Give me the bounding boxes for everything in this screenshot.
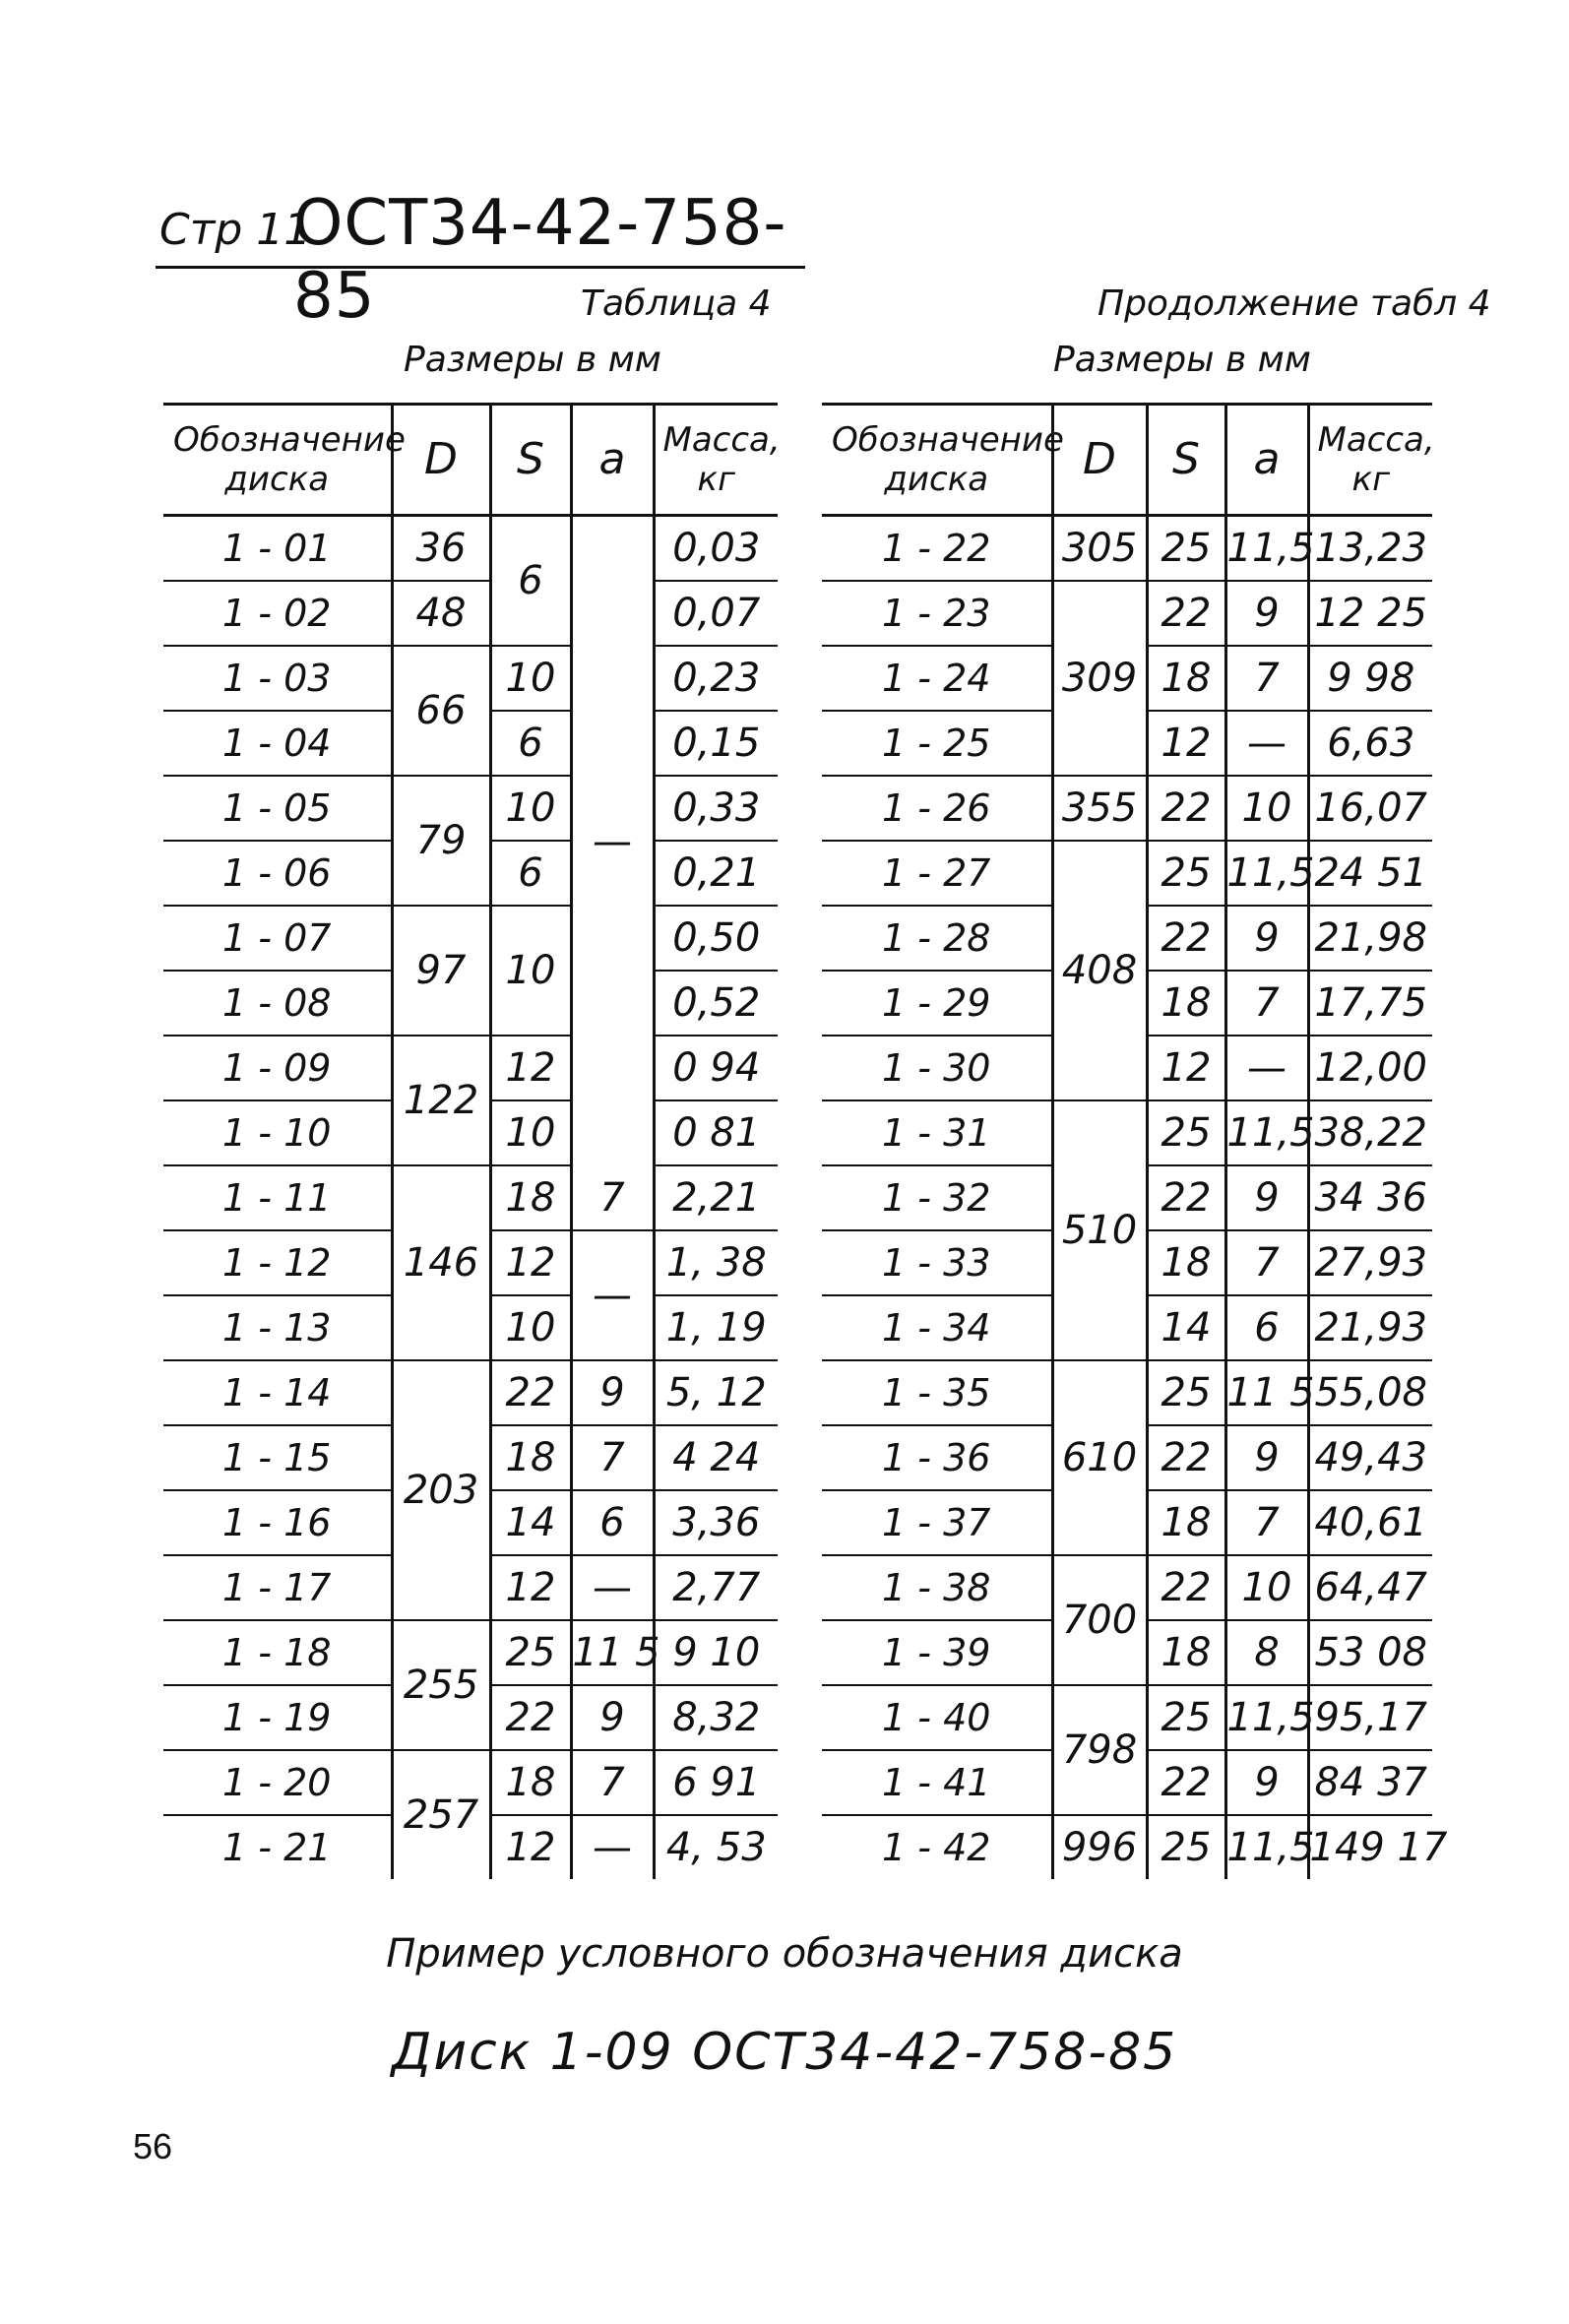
a-cell: 7 xyxy=(1225,1230,1308,1295)
example-designation: Диск 1-09 ОСТ34-42-758-85 xyxy=(391,2023,1178,2082)
mass-cell: 4, 53 xyxy=(654,1815,778,1879)
d-cell: 996 xyxy=(1052,1815,1147,1879)
s-cell: 22 xyxy=(1147,1165,1225,1230)
designation-cell: 1 - 29 xyxy=(822,971,1052,1036)
left-table-caption: Таблица 4 xyxy=(581,283,772,324)
a-cell: 9 xyxy=(1225,1425,1308,1490)
d-cell: 309 xyxy=(1052,581,1147,776)
column-header-a: a xyxy=(571,405,654,516)
designation-cell: 1 - 13 xyxy=(163,1295,392,1360)
mass-cell: 0,52 xyxy=(654,971,778,1036)
designation-cell: 1 - 20 xyxy=(163,1750,392,1815)
s-cell: 14 xyxy=(1147,1295,1225,1360)
mass-cell: 0,21 xyxy=(654,841,778,906)
table-row xyxy=(822,841,1432,906)
mass-cell: 21,93 xyxy=(1308,1295,1432,1360)
designation-cell: 1 - 16 xyxy=(163,1490,392,1555)
s-cell: 22 xyxy=(1147,1425,1225,1490)
a-cell: 7 xyxy=(571,1165,654,1230)
table-row xyxy=(163,1036,778,1100)
d-cell: 798 xyxy=(1052,1685,1147,1815)
s-cell: 25 xyxy=(1147,1815,1225,1879)
designation-cell: 1 - 41 xyxy=(822,1750,1052,1815)
designation-cell: 1 - 37 xyxy=(822,1490,1052,1555)
table-row xyxy=(163,516,778,582)
s-cell: 22 xyxy=(1147,581,1225,646)
mass-cell: 9 98 xyxy=(1308,646,1432,711)
mass-cell: 2,21 xyxy=(654,1165,778,1230)
s-cell: 10 xyxy=(490,1100,571,1165)
mass-cell: 3,36 xyxy=(654,1490,778,1555)
a-cell: — xyxy=(571,1815,654,1879)
d-cell: 305 xyxy=(1052,516,1147,582)
mass-cell: 27,93 xyxy=(1308,1230,1432,1295)
designation-cell: 1 - 40 xyxy=(822,1685,1052,1750)
designation-cell: 1 - 25 xyxy=(822,711,1052,776)
a-cell: 9 xyxy=(1225,1750,1308,1815)
mass-cell: 8,32 xyxy=(654,1685,778,1750)
designation-cell: 1 - 08 xyxy=(163,971,392,1036)
mass-cell: 40,61 xyxy=(1308,1490,1432,1555)
designation-cell: 1 - 31 xyxy=(822,1100,1052,1165)
designation-cell: 1 - 07 xyxy=(163,906,392,971)
s-cell: 22 xyxy=(490,1685,571,1750)
table-row xyxy=(163,1620,778,1685)
mass-cell: 1, 38 xyxy=(654,1230,778,1295)
designation-cell: 1 - 39 xyxy=(822,1620,1052,1685)
designation-cell: 1 - 27 xyxy=(822,841,1052,906)
d-cell: 408 xyxy=(1052,841,1147,1100)
designation-cell: 1 - 33 xyxy=(822,1230,1052,1295)
designation-cell: 1 - 04 xyxy=(163,711,392,776)
mass-cell: 64,47 xyxy=(1308,1555,1432,1620)
s-cell: 25 xyxy=(1147,841,1225,906)
column-header-designation: Обозначение диска xyxy=(173,420,406,499)
mass-cell: 0,33 xyxy=(654,776,778,841)
a-cell: 11,5 xyxy=(1225,1100,1308,1165)
column-header-d: D xyxy=(1052,405,1147,516)
designation-cell: 1 - 02 xyxy=(163,581,392,646)
a-cell: — xyxy=(571,1230,654,1360)
mass-cell: 0,23 xyxy=(654,646,778,711)
s-cell: 12 xyxy=(490,1036,571,1100)
s-cell: 18 xyxy=(1147,646,1225,711)
mass-cell: 6,63 xyxy=(1308,711,1432,776)
designation-cell: 1 - 38 xyxy=(822,1555,1052,1620)
a-cell: 7 xyxy=(1225,1490,1308,1555)
s-cell: 22 xyxy=(1147,1750,1225,1815)
mass-cell: 1, 19 xyxy=(654,1295,778,1360)
designation-cell: 1 - 26 xyxy=(822,776,1052,841)
mass-cell: 0 94 xyxy=(654,1036,778,1100)
designation-cell: 1 - 10 xyxy=(163,1100,392,1165)
a-cell: 11 5 xyxy=(1225,1360,1308,1425)
mass-cell: 149 17 xyxy=(1308,1815,1432,1879)
d-cell: 203 xyxy=(392,1360,490,1620)
designation-cell: 1 - 11 xyxy=(163,1165,392,1230)
a-cell: 11 5 xyxy=(571,1620,654,1685)
table-row xyxy=(822,1815,1432,1879)
d-cell: 257 xyxy=(392,1750,490,1879)
s-cell: 12 xyxy=(1147,1036,1225,1100)
a-cell: 8 xyxy=(1225,1620,1308,1685)
designation-cell: 1 - 12 xyxy=(163,1230,392,1295)
a-cell: 11,5 xyxy=(1225,1685,1308,1750)
mass-cell: 13,23 xyxy=(1308,516,1432,582)
a-cell: 9 xyxy=(571,1685,654,1750)
mass-cell: 0 81 xyxy=(654,1100,778,1165)
mass-cell: 2,77 xyxy=(654,1555,778,1620)
s-cell: 18 xyxy=(490,1165,571,1230)
designation-cell: 1 - 19 xyxy=(163,1685,392,1750)
designation-cell: 1 - 34 xyxy=(822,1295,1052,1360)
s-cell: 18 xyxy=(490,1425,571,1490)
mass-cell: 34 36 xyxy=(1308,1165,1432,1230)
designation-cell: 1 - 30 xyxy=(822,1036,1052,1100)
designation-cell: 1 - 18 xyxy=(163,1620,392,1685)
a-cell: 11,5 xyxy=(1225,516,1308,582)
d-cell: 66 xyxy=(392,646,490,776)
mass-cell: 4 24 xyxy=(654,1425,778,1490)
mass-cell: 95,17 xyxy=(1308,1685,1432,1750)
s-cell: 18 xyxy=(1147,1620,1225,1685)
designation-cell: 1 - 35 xyxy=(822,1360,1052,1425)
table-row xyxy=(822,1685,1432,1750)
s-cell: 22 xyxy=(1147,776,1225,841)
designation-cell: 1 - 14 xyxy=(163,1360,392,1425)
column-header-designation: Обозначение диска xyxy=(832,420,1064,499)
table-row xyxy=(163,1360,778,1425)
mass-cell: 21,98 xyxy=(1308,906,1432,971)
s-cell: 22 xyxy=(490,1360,571,1425)
s-cell: 25 xyxy=(1147,1100,1225,1165)
designation-cell: 1 - 01 xyxy=(163,516,392,582)
d-cell: 355 xyxy=(1052,776,1147,841)
designation-cell: 1 - 28 xyxy=(822,906,1052,971)
mass-cell: 24 51 xyxy=(1308,841,1432,906)
column-header-mass: Масса, кг xyxy=(1308,405,1432,516)
a-cell: 7 xyxy=(571,1425,654,1490)
s-cell: 25 xyxy=(1147,516,1225,582)
mass-cell: 12,00 xyxy=(1308,1036,1432,1100)
column-header-a: a xyxy=(1225,405,1308,516)
a-cell: 9 xyxy=(1225,1165,1308,1230)
designation-cell: 1 - 42 xyxy=(882,1826,991,1869)
d-cell: 255 xyxy=(392,1620,490,1750)
s-cell: 6 xyxy=(490,516,571,647)
mass-cell: 0,03 xyxy=(654,516,778,582)
a-cell: 10 xyxy=(1225,776,1308,841)
a-cell: — xyxy=(1225,711,1308,776)
s-cell: 12 xyxy=(490,1230,571,1295)
table-header-row xyxy=(163,405,778,516)
d-cell: 610 xyxy=(1052,1360,1147,1555)
left-table-units: Размеры в мм xyxy=(404,340,661,380)
d-cell: 510 xyxy=(1052,1100,1147,1360)
a-cell: 7 xyxy=(1225,646,1308,711)
mass-cell: 38,22 xyxy=(1308,1100,1432,1165)
standard-code: ОСТ34-42-758-85 xyxy=(293,187,787,333)
d-cell: 79 xyxy=(392,776,490,906)
s-cell: 14 xyxy=(490,1490,571,1555)
s-cell: 12 xyxy=(1147,711,1225,776)
mass-cell: 6 91 xyxy=(654,1750,778,1815)
table-row xyxy=(822,581,1432,646)
designation-cell: 1 - 22 xyxy=(822,516,1052,582)
s-cell: 10 xyxy=(490,1295,571,1360)
a-cell: 6 xyxy=(1225,1295,1308,1360)
a-cell: 11,5 xyxy=(1225,841,1308,906)
d-cell: 146 xyxy=(392,1165,490,1360)
page-number: 56 xyxy=(133,2126,173,2167)
mass-cell: 16,07 xyxy=(1308,776,1432,841)
right-size-table xyxy=(822,403,1448,1879)
table-row xyxy=(163,646,778,711)
designation-cell: 1 - 24 xyxy=(822,646,1052,711)
a-cell: 9 xyxy=(571,1360,654,1425)
table-row xyxy=(163,1750,778,1815)
mass-cell: 0,50 xyxy=(654,906,778,971)
column-header-mass: Масса, кг xyxy=(654,405,778,516)
table-row xyxy=(163,776,778,841)
s-cell: 22 xyxy=(1147,1555,1225,1620)
table-row xyxy=(163,581,778,646)
s-cell: 25 xyxy=(1147,1360,1225,1425)
designation-cell: 1 - 03 xyxy=(163,646,392,711)
table-header-row xyxy=(822,405,1432,516)
d-cell: 97 xyxy=(392,906,490,1036)
d-cell: 700 xyxy=(1052,1555,1147,1685)
designation-cell: 1 - 17 xyxy=(163,1555,392,1620)
s-cell: 25 xyxy=(1147,1685,1225,1750)
mass-cell: 17,75 xyxy=(1308,971,1432,1036)
table-row xyxy=(163,1165,778,1230)
mass-cell: 0,07 xyxy=(654,581,778,646)
table-row xyxy=(822,1100,1432,1165)
right-table-caption: Продолжение табл 4 xyxy=(1098,283,1491,324)
column-header-d: D xyxy=(392,405,490,516)
s-cell: 10 xyxy=(490,776,571,841)
mass-cell: 84 37 xyxy=(1308,1750,1432,1815)
s-cell: 18 xyxy=(490,1750,571,1815)
a-cell: 9 xyxy=(1225,906,1308,971)
s-cell: 12 xyxy=(490,1555,571,1620)
designation-cell: 1 - 09 xyxy=(163,1036,392,1100)
s-cell: 6 xyxy=(490,711,571,776)
table-row xyxy=(822,776,1432,841)
a-cell: 10 xyxy=(1225,1555,1308,1620)
d-cell: 36 xyxy=(392,516,490,582)
d-cell: 122 xyxy=(392,1036,490,1165)
s-cell: 10 xyxy=(490,646,571,711)
a-cell: — xyxy=(571,516,654,1166)
mass-cell: 12 25 xyxy=(1308,581,1432,646)
s-cell: 18 xyxy=(1147,1230,1225,1295)
s-cell: 18 xyxy=(1147,1490,1225,1555)
s-cell: 22 xyxy=(1147,906,1225,971)
mass-cell: 5, 12 xyxy=(654,1360,778,1425)
mass-cell: 0,15 xyxy=(654,711,778,776)
a-cell: 6 xyxy=(571,1490,654,1555)
table-row xyxy=(822,1555,1432,1620)
table-row xyxy=(163,906,778,971)
mass-cell: 49,43 xyxy=(1308,1425,1432,1490)
example-caption: Пример условного обозначения диска xyxy=(386,1931,1183,1977)
s-cell: 10 xyxy=(490,906,571,1036)
designation-cell: 1 - 23 xyxy=(822,581,1052,646)
a-cell: 11,5 xyxy=(1225,1815,1308,1879)
s-cell: 25 xyxy=(490,1620,571,1685)
mass-cell: 9 10 xyxy=(654,1620,778,1685)
s-cell: 6 xyxy=(490,841,571,906)
column-header-s: S xyxy=(490,405,571,516)
left-size-table xyxy=(163,403,781,1879)
table-row xyxy=(822,516,1432,582)
designation-cell: 1 - 32 xyxy=(822,1165,1052,1230)
column-header-s: S xyxy=(1147,405,1225,516)
s-cell: 12 xyxy=(490,1815,571,1879)
designation-cell: 1 - 05 xyxy=(163,776,392,841)
a-cell: — xyxy=(1225,1036,1308,1100)
a-cell: 7 xyxy=(571,1750,654,1815)
mass-cell: 53 08 xyxy=(1308,1620,1432,1685)
designation-cell: 1 - 36 xyxy=(822,1425,1052,1490)
a-cell: 9 xyxy=(1225,581,1308,646)
page-label: Стр 11 xyxy=(159,205,312,255)
s-cell: 18 xyxy=(1147,971,1225,1036)
designation-cell: 1 - 15 xyxy=(163,1425,392,1490)
a-cell: 7 xyxy=(1225,971,1308,1036)
designation-cell: 1 - 21 xyxy=(222,1826,332,1869)
d-cell: 48 xyxy=(392,581,490,646)
a-cell: — xyxy=(571,1555,654,1620)
mass-cell: 55,08 xyxy=(1308,1360,1432,1425)
designation-cell: 1 - 06 xyxy=(163,841,392,906)
table-row xyxy=(822,1360,1432,1425)
right-table-units: Размеры в мм xyxy=(1053,340,1311,380)
